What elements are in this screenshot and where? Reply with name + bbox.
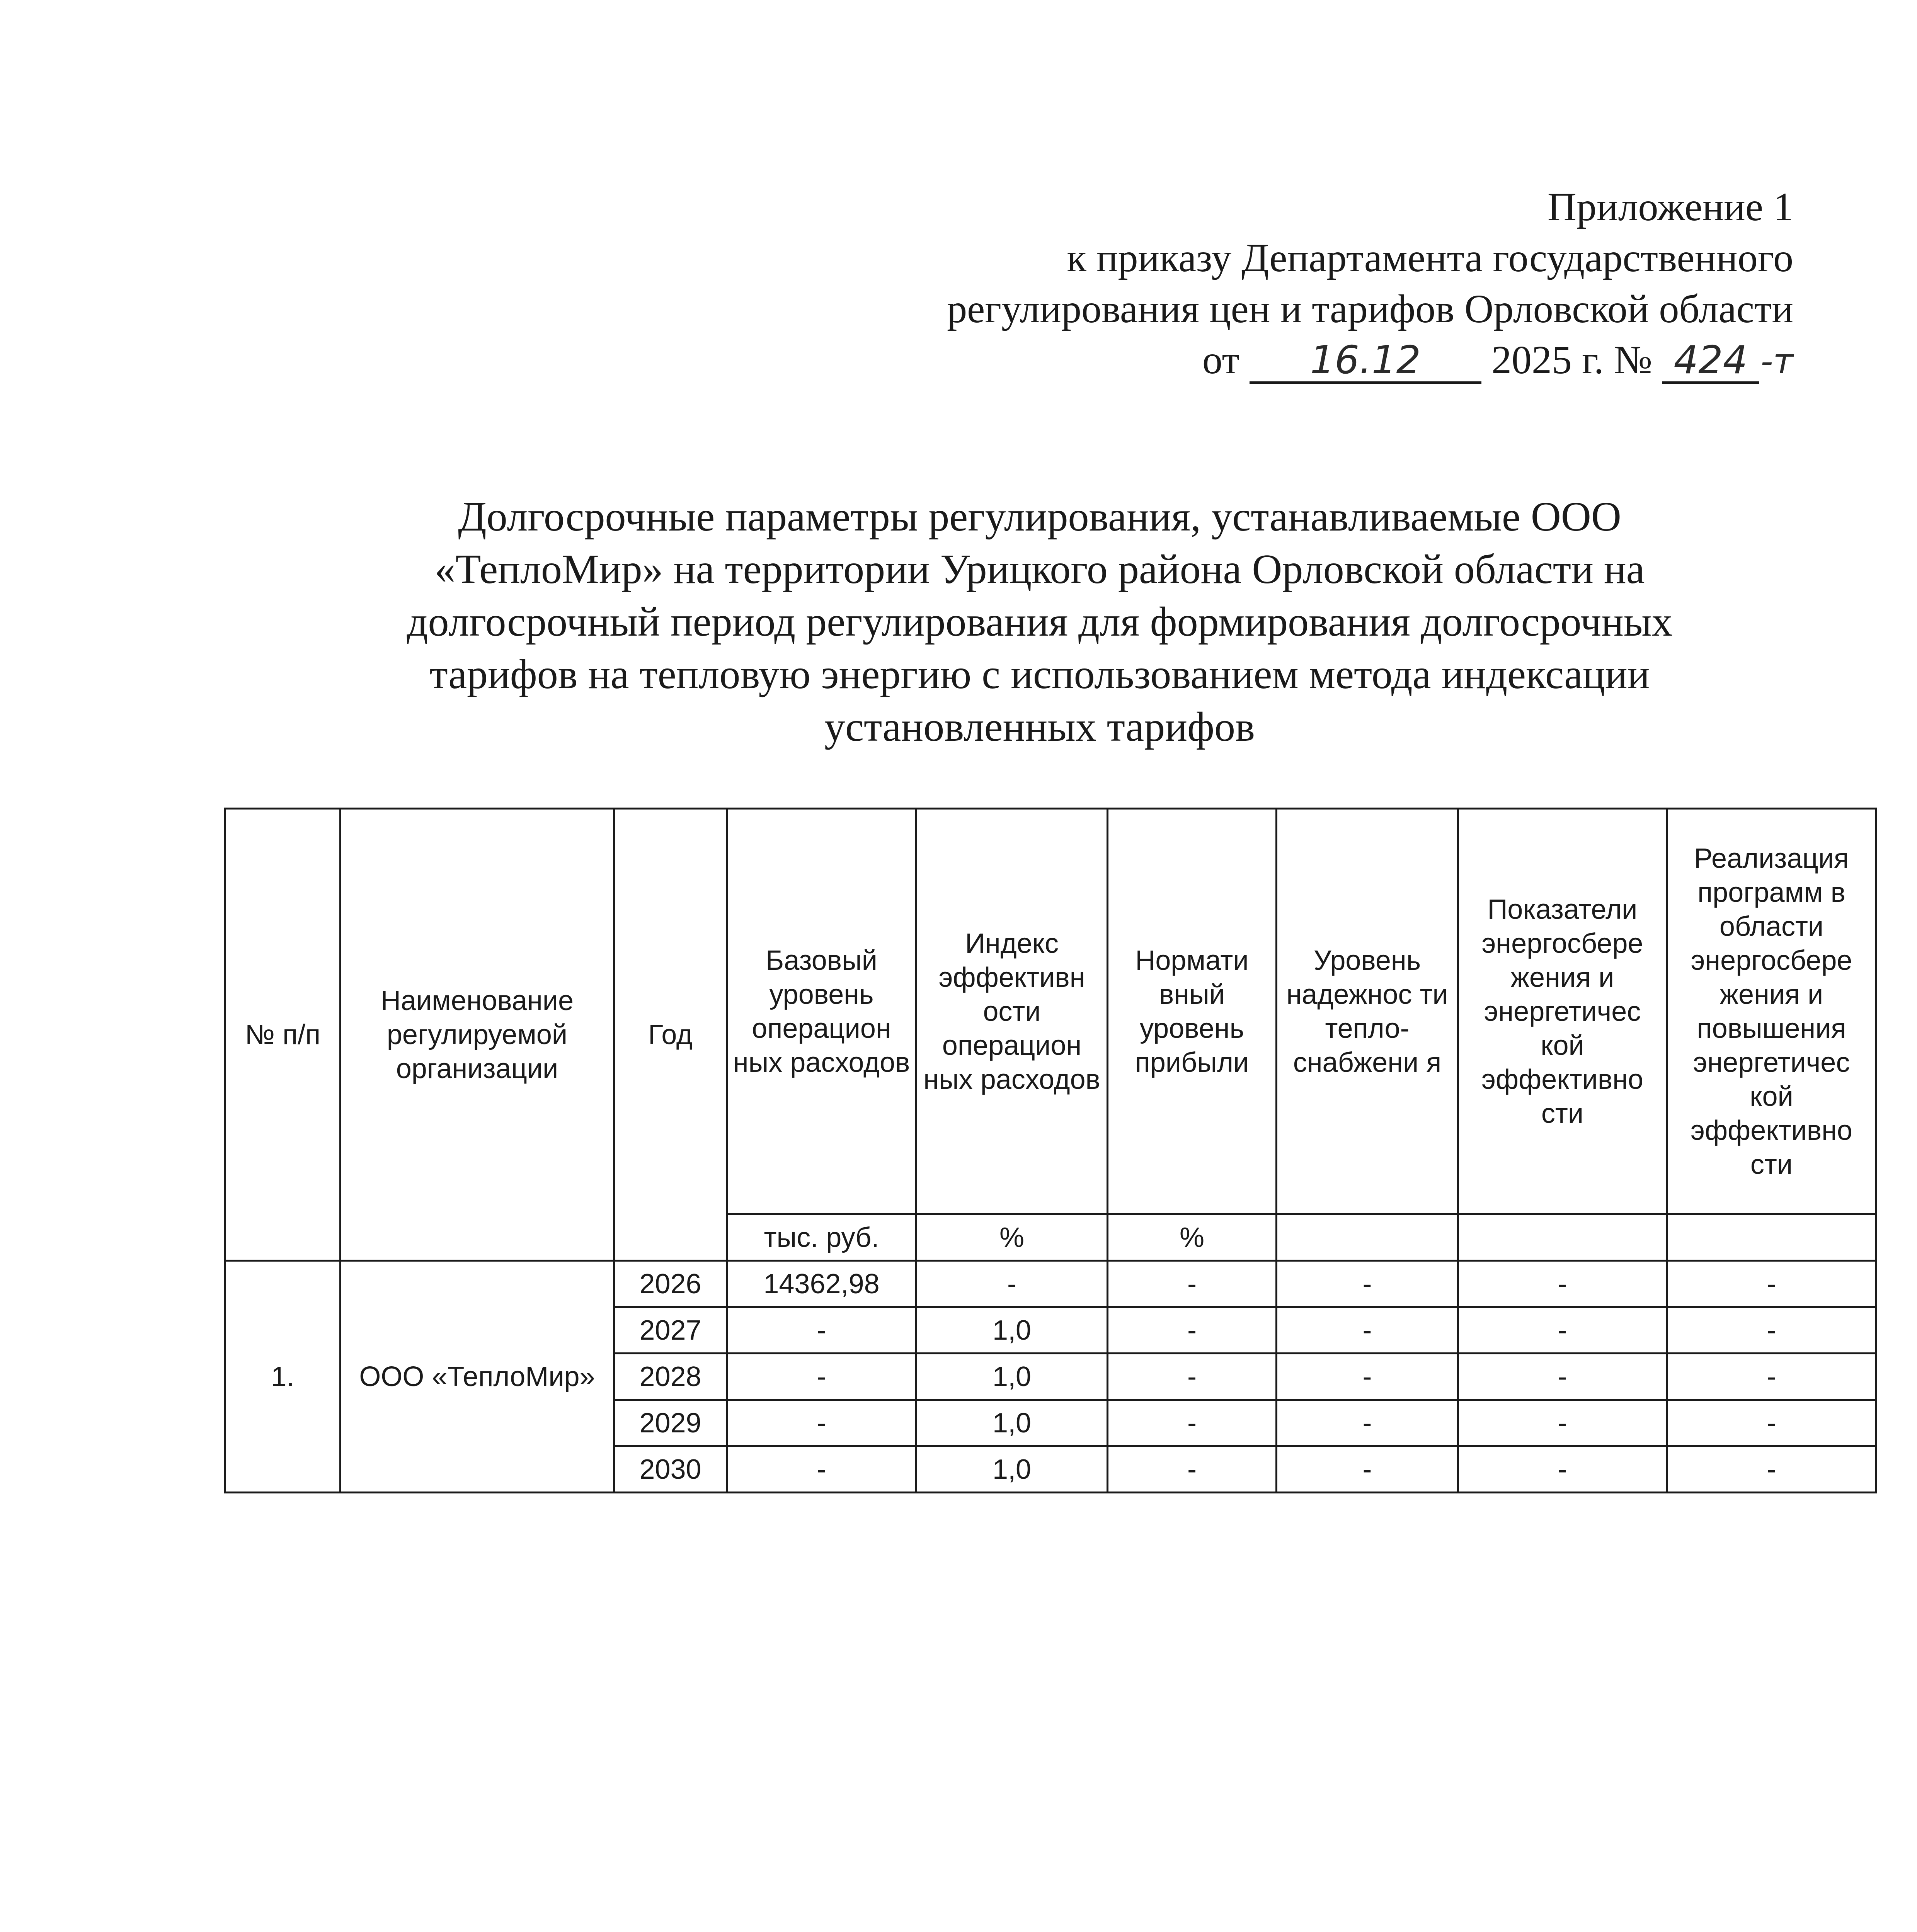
unit-cell	[1277, 1214, 1458, 1261]
cell-programs: -	[1667, 1261, 1876, 1307]
handwritten-number-suffix: -т	[1760, 341, 1793, 382]
unit-cell	[1667, 1214, 1876, 1261]
cell-profit: -	[1108, 1354, 1277, 1400]
handwritten-number: 424	[1662, 339, 1759, 384]
cell-year: 2026	[614, 1261, 727, 1307]
cell-reliability: -	[1277, 1446, 1458, 1493]
header-energy-saving: Показатели энергосбере жения и энергетичес кой эффективно сти	[1458, 809, 1667, 1214]
title-line: Долгосрочные параметры регулирования, устанавливаемые ООО	[458, 494, 1621, 540]
header-programs: Реализация программ в области энергосбере жения и повышения энергетичес кой эффективно сти	[1667, 809, 1876, 1214]
document-title	[340, 491, 1739, 753]
header-profit: Нормати вный уровень прибыли	[1108, 809, 1277, 1214]
header-year: Год	[614, 809, 727, 1261]
cell-base: -	[727, 1400, 916, 1446]
row-number: 1.	[225, 1261, 340, 1493]
cell-reliability: -	[1277, 1354, 1458, 1400]
cell-energy: -	[1458, 1261, 1667, 1307]
cell-programs: -	[1667, 1400, 1876, 1446]
cell-programs: -	[1667, 1354, 1876, 1400]
cell-base: -	[727, 1354, 916, 1400]
cell-index: 1,0	[916, 1354, 1108, 1400]
cell-base: -	[727, 1307, 916, 1354]
title-line: установленных тарифов	[824, 704, 1255, 750]
cell-index: 1,0	[916, 1307, 1108, 1354]
date-prefix: от	[1202, 338, 1239, 382]
appendix-title: Приложение 1	[1547, 185, 1793, 229]
appendix-header	[734, 182, 1793, 387]
cell-profit: -	[1108, 1307, 1277, 1354]
unit-cell	[1458, 1214, 1667, 1261]
title-line: «ТеплоМир» на территории Урицкого района Орловской области на	[434, 546, 1645, 592]
table-header-row	[225, 809, 1876, 1214]
header-organization: Наименование регулируемой организации	[340, 809, 614, 1261]
cell-reliability: -	[1277, 1400, 1458, 1446]
cell-index: 1,0	[916, 1400, 1108, 1446]
appendix-department: регулирования цен и тарифов Орловской области	[947, 287, 1793, 331]
unit-cell: %	[916, 1214, 1108, 1261]
parameters-table	[224, 808, 1877, 1493]
cell-year: 2027	[614, 1307, 727, 1354]
table-row	[225, 1261, 1876, 1307]
cell-base: -	[727, 1446, 916, 1493]
cell-base: 14362,98	[727, 1261, 916, 1307]
title-line: долгосрочный период регулирования для формирования долгосрочных	[407, 599, 1673, 645]
title-line: тарифов на тепловую энергию с использованием метода индексации	[429, 651, 1650, 697]
header-efficiency-index: Индекс эффективн ости операцион ных расходов	[916, 809, 1108, 1214]
appendix-order-ref: к приказу Департамента государственного	[1067, 236, 1793, 280]
cell-energy: -	[1458, 1307, 1667, 1354]
cell-energy: -	[1458, 1354, 1667, 1400]
cell-reliability: -	[1277, 1307, 1458, 1354]
year-number-label: 2025 г. №	[1491, 338, 1653, 382]
organization-name: ООО «ТеплоМир»	[340, 1261, 614, 1493]
handwritten-date: 16.12	[1250, 339, 1481, 384]
cell-year: 2028	[614, 1354, 727, 1400]
cell-index: -	[916, 1261, 1108, 1307]
unit-cell: тыс. руб.	[727, 1214, 916, 1261]
header-num: № п/п	[225, 809, 340, 1261]
cell-index: 1,0	[916, 1446, 1108, 1493]
cell-year: 2029	[614, 1400, 727, 1446]
unit-cell: %	[1108, 1214, 1277, 1261]
cell-energy: -	[1458, 1400, 1667, 1446]
appendix-date-line	[734, 335, 1793, 387]
cell-energy: -	[1458, 1446, 1667, 1493]
cell-reliability: -	[1277, 1261, 1458, 1307]
cell-programs: -	[1667, 1307, 1876, 1354]
cell-profit: -	[1108, 1400, 1277, 1446]
cell-profit: -	[1108, 1261, 1277, 1307]
header-reliability: Уровень надежнос ти тепло-снабжени я	[1277, 809, 1458, 1214]
cell-year: 2030	[614, 1446, 727, 1493]
cell-profit: -	[1108, 1446, 1277, 1493]
cell-programs: -	[1667, 1446, 1876, 1493]
header-base-opex: Базовый уровень операцион ных расходов	[727, 809, 916, 1214]
